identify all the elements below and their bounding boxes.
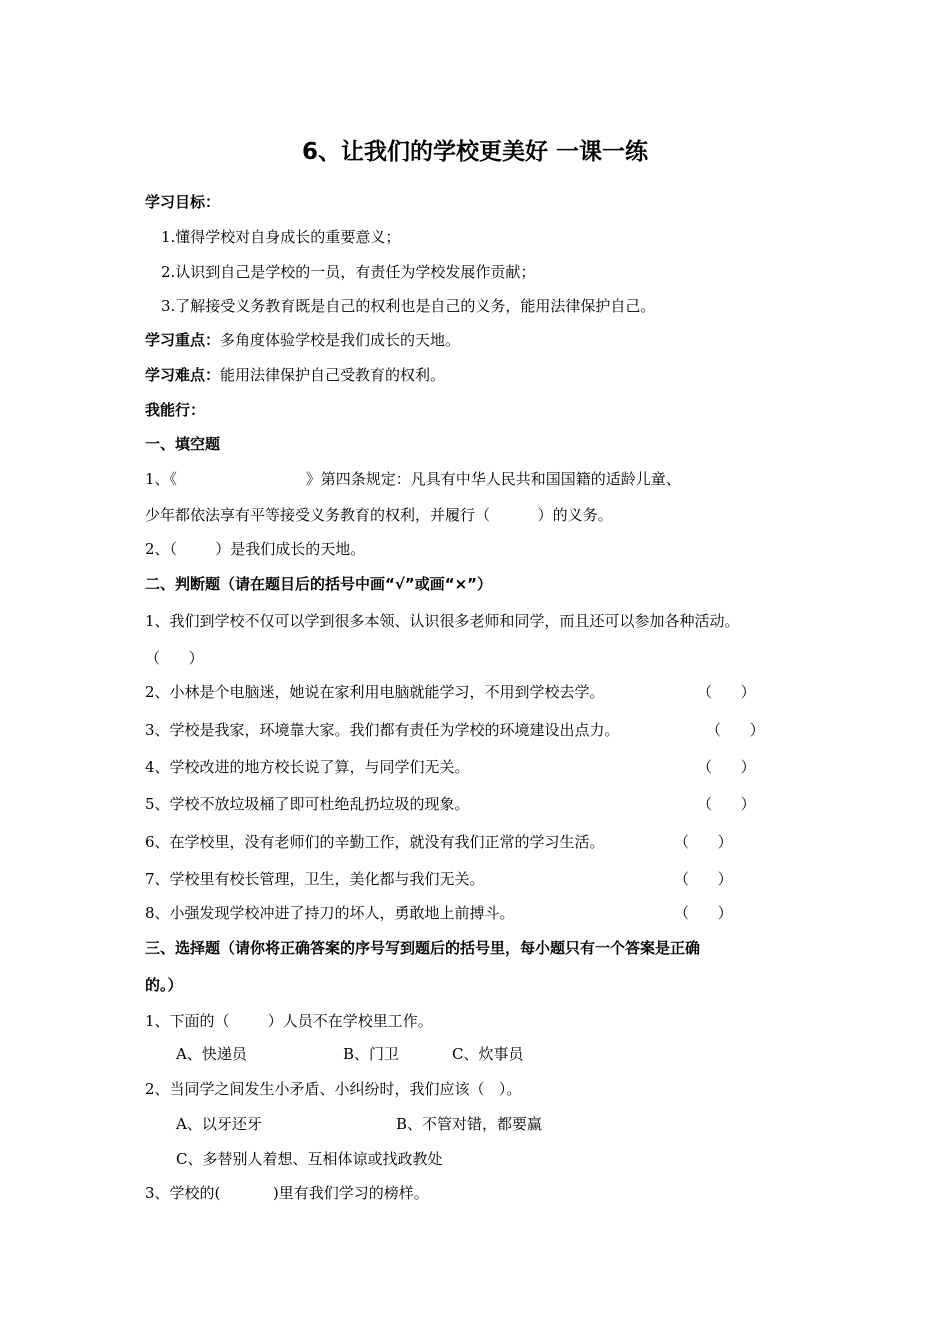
i-can-heading: 我能行： (145, 401, 206, 419)
objectives-heading: 学习目标： (145, 193, 221, 211)
objective-item: 3.了解接受义务教育既是自己的权利也是自己的义务，能用法律保护自己。 (161, 297, 656, 315)
judge-question: 6、在学校里，没有老师们的辛勤工作，就没有我们正常的学习生活。 (145, 833, 605, 851)
choice-option: A、以牙还牙 (176, 1115, 262, 1133)
key-point-text: 多角度体验学校是我们成长的天地。 (220, 331, 461, 349)
section3-heading-line1: 三、选择题（请你将正确答案的序号写到题后的括号里，每小题只有一个答案是正确 (145, 939, 701, 957)
judge-answer-paren: （ ） (697, 795, 756, 813)
fill-question-1-line1: 1、《 》第四条规定：凡具有中华人民共和国国籍的适龄儿童、 (145, 470, 681, 488)
judge-answer-paren: （ ） (145, 649, 204, 667)
judge-question: 4、学校改进的地方校长说了算，与同学们无关。 (145, 758, 470, 776)
judge-question: 3、学校是我家，环境靠大家。我们都有责任为学校的环境建设出点力。 (145, 721, 620, 739)
judge-question: 2、小林是个电脑迷，她说在家利用电脑就能学习，不用到学校去学。 (145, 683, 605, 701)
objective-item: 2.认识到自己是学校的一员，有责任为学校发展作贡献； (161, 263, 536, 281)
judge-question: 5、学校不放垃圾桶了即可杜绝乱扔垃圾的现象。 (145, 795, 470, 813)
judge-answer-paren: （ ） (674, 904, 733, 922)
judge-question-1-line1: 1、我们到学校不仅可以学到很多本领、认识很多老师和同学，而且还可以参加各种活动。 (145, 612, 740, 630)
judge-question: 8、小强发现学校冲进了持刀的坏人，勇敢地上前搏斗。 (145, 904, 515, 922)
judge-answer-paren: （ ） (674, 870, 733, 888)
choice-option: B、门卫 (343, 1045, 400, 1063)
key-point-label: 学习重点： (145, 331, 221, 349)
key-point (145, 333, 460, 348)
fill-question-2: 2、（ ）是我们成长的天地。 (145, 540, 366, 558)
section2-heading: 二、判断题（请在题目后的括号中画“√”或画“×”） (145, 575, 493, 593)
section1-heading: 一、填空题 (145, 435, 221, 453)
judge-question: 7、学校里有校长管理，卫生，美化都与我们无关。 (145, 870, 485, 888)
judge-answer-paren: （ ） (706, 721, 765, 739)
objective-item: 1.懂得学校对自身成长的重要意义； (161, 228, 401, 246)
judge-answer-paren: （ ） (697, 758, 756, 776)
choice-question-3: 3、学校的( )里有我们学习的榜样。 (145, 1184, 429, 1202)
judge-answer-paren: （ ） (674, 833, 733, 851)
difficulty-text: 能用法律保护自己受教育的权利。 (220, 366, 446, 384)
choice-option: B、不管对错，都要赢 (396, 1115, 543, 1133)
choice-option: C、多替别人着想、互相体谅或找政教处 (176, 1150, 443, 1168)
judge-answer-paren: （ ） (697, 683, 756, 701)
difficulty (145, 368, 445, 383)
choice-question-1: 1、下面的（ ）人员不在学校里工作。 (145, 1012, 433, 1030)
fill-question-1-line2: 少年都依法享有平等接受义务教育的权利，并履行（ ）的义务。 (145, 506, 613, 524)
page-title: 6、让我们的学校更美好 一课一练 (301, 139, 648, 165)
section3-heading-line2: 的。） (145, 976, 183, 994)
difficulty-label: 学习难点： (145, 366, 221, 384)
choice-option: A、快递员 (176, 1045, 247, 1063)
choice-question-2: 2、当同学之间发生小矛盾、小纠纷时，我们应该（ ）。 (145, 1080, 522, 1098)
choice-option: C、炊事员 (452, 1045, 524, 1063)
